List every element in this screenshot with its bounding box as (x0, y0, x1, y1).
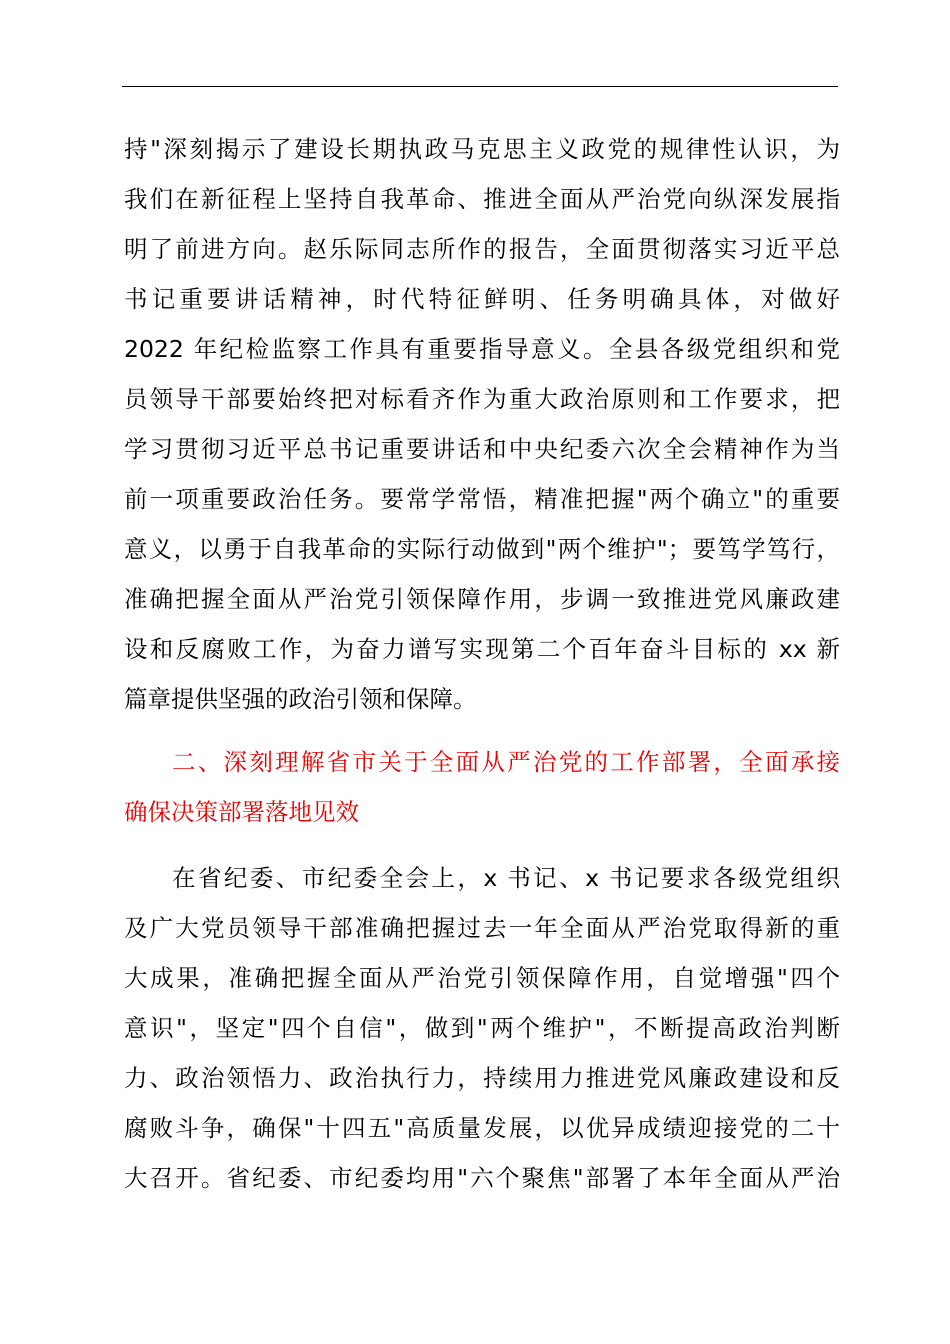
heading-line: 二、深刻理解省市关于全面从严治党的工作部署，全面承接 (172, 748, 840, 776)
paragraph-line: 大召开。省纪委、市纪委均用"六个聚焦"部署了本年全面从严治 (124, 1164, 840, 1192)
paragraph-line: 前一项重要政治任务。要常学常悟，精准把握"两个确立"的重要 (124, 485, 840, 513)
paragraph-line: 明了前进方向。赵乐际同志所作的报告，全面贯彻落实习近平总 (124, 235, 840, 263)
paragraph-line: 员领导干部要始终把对标看齐作为重大政治原则和工作要求，把 (124, 385, 840, 413)
section-heading-2 (124, 737, 840, 837)
paragraph-line: 书记重要讲话精神，时代特征鲜明、任务明确具体，对做好 (124, 285, 840, 313)
paragraph-line: 2022 年纪检监察工作具有重要指导意义。全县各级党组织和党 (124, 335, 840, 363)
heading-line: 确保决策部署落地见效 (124, 798, 359, 826)
body-paragraph-1 (124, 124, 840, 724)
paragraph-line: 意义，以勇于自我革命的实际行动做到"两个维护"；要笃学笃行， (124, 535, 840, 563)
paragraph-line: 大成果，准确把握全面从严治党引领保障作用，自觉增强"四个 (124, 964, 840, 992)
body-paragraph-2 (124, 853, 840, 1203)
paragraph-line: 我们在新征程上坚持自我革命、推进全面从严治党向纵深发展指 (124, 185, 840, 213)
paragraph-line: 腐败斗争，确保"十四五"高质量发展，以优异成绩迎接党的二十 (124, 1114, 840, 1142)
paragraph-line: 力、政治领悟力、政治执行力，持续用力推进党风廉政建设和反 (124, 1064, 840, 1092)
paragraph-line: 学习贯彻习近平总书记重要讲话和中央纪委六次全会精神作为当 (124, 435, 840, 463)
paragraph-line: 设和反腐败工作，为奋力谱写实现第二个百年奋斗目标的 xx 新 (124, 635, 840, 663)
paragraph-line: 意识"，坚定"四个自信"，做到"两个维护"，不断提高政治判断 (124, 1014, 840, 1042)
paragraph-line: 及广大党员领导干部准确把握过去一年全面从严治党取得新的重 (124, 914, 840, 942)
paragraph-line: 持"深刻揭示了建设长期执政马克思主义政党的规律性认识，为 (124, 135, 840, 163)
header-divider (122, 86, 838, 87)
paragraph-line: 篇章提供坚强的政治引领和保障。 (124, 685, 477, 713)
paragraph-line: 准确把握全面从严治党引领保障作用，步调一致推进党风廉政建 (124, 585, 840, 613)
paragraph-line: 在省纪委、市纪委全会上，x 书记、x 书记要求各级党组织 (172, 864, 840, 892)
